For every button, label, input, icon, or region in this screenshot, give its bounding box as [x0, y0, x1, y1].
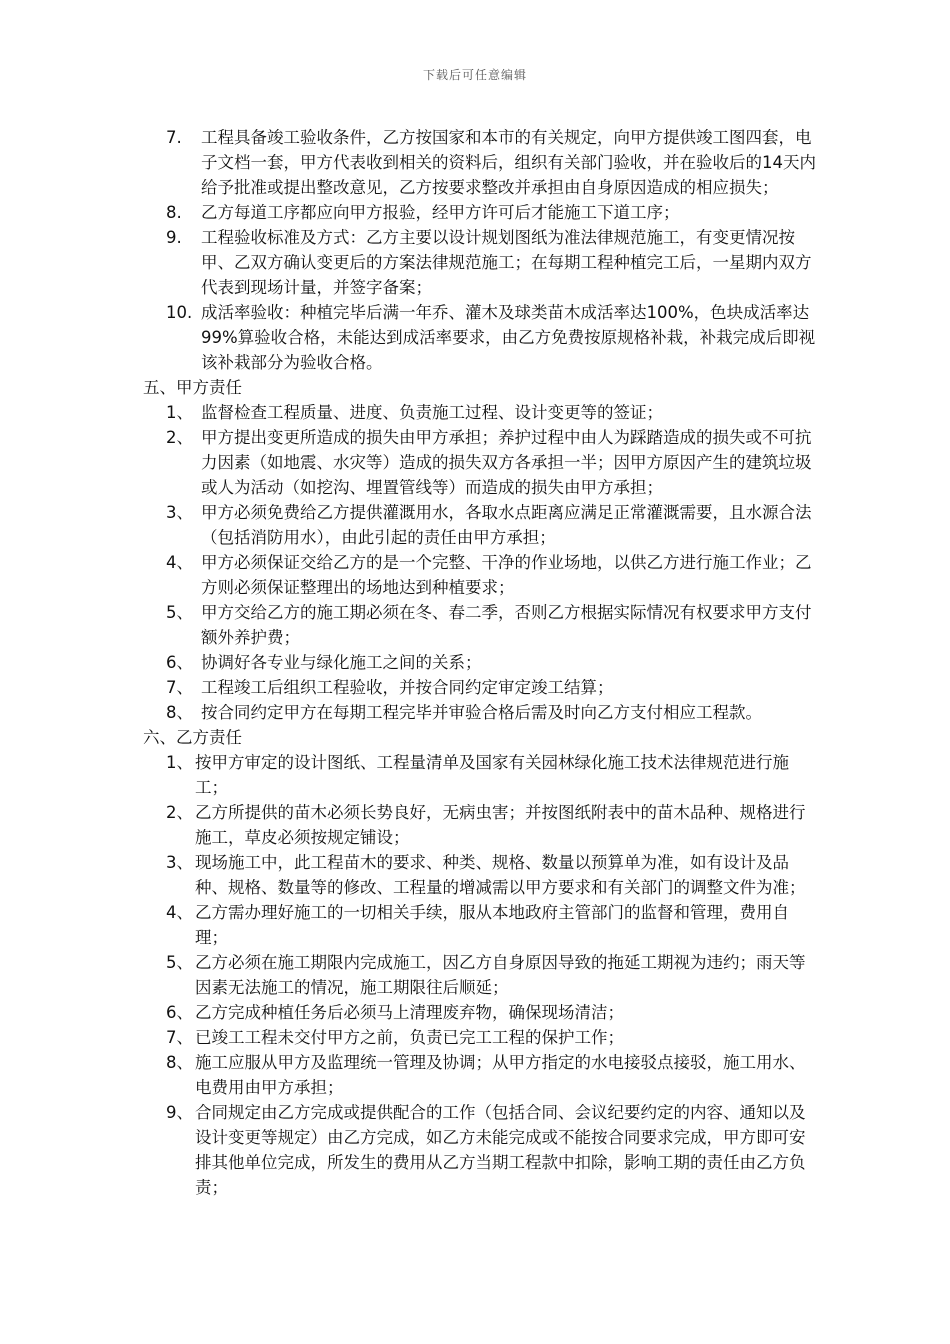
section-five-list [0, 400, 950, 725]
item-text: 甲方必须保证交给乙方的是一个完整、干净的作业场地，以供乙方进行施工作业；乙方则必须保证整理出的场地达到种植要求； [201, 553, 812, 597]
item-number: 2、 [166, 803, 193, 822]
item-number: 8、 [166, 1053, 193, 1072]
section-four-list [0, 125, 950, 375]
item-text: 按合同约定甲方在每期工程完毕并审验合格后需及时向乙方支付相应工程款。 [201, 703, 762, 722]
item-number: 2、 [166, 428, 193, 447]
item-text: 甲方交给乙方的施工期必须在冬、春二季，否则乙方根据实际情况有权要求甲方支付额外养护费； [201, 603, 812, 647]
item-text: 甲方提出变更所造成的损失由甲方承担；养护过程中由人为踩踏造成的损失或不可抗力因素（如地震、水灾等）造成的损失双方各承担一半；因甲方原因产生的建筑垃圾或人为活动（如挖沟、埋置管线等）而造成的损失由甲方承担； [201, 428, 812, 497]
list-item [0, 225, 950, 300]
list-item [0, 500, 950, 550]
item-text: 协调好各专业与绿化施工之间的关系； [201, 653, 482, 672]
section-six-heading: 六、乙方责任 [143, 728, 242, 747]
list-item [0, 900, 950, 950]
item-number: 9. [166, 228, 182, 247]
item-number: 5、 [166, 953, 193, 972]
item-text: 工程具备竣工验收条件，乙方按国家和本市的有关规定，向甲方提供竣工图四套，电子文档一套，甲方代表收到相关的资料后，组织有关部门验收，并在验收后的14天内给予批准或提出整改意见，乙方按要求整改并承担由自身原因造成的相应损失； [201, 128, 816, 197]
list-item [0, 600, 950, 650]
item-text: 按甲方审定的设计图纸、工程量清单及国家有关园林绿化施工技术法律规范进行施工； [195, 753, 789, 797]
item-text: 施工应服从甲方及监理统一管理及协调；从甲方指定的水电接驳点接驳，施工用水、电费用由甲方承担； [195, 1053, 806, 1097]
list-item [0, 425, 950, 500]
list-item [0, 1100, 950, 1200]
item-text: 乙方需办理好施工的一切相关手续，服从本地政府主管部门的监督和管理，费用自理； [195, 903, 789, 947]
item-number: 6、 [166, 653, 193, 672]
item-text: 甲方必须免费给乙方提供灌溉用水，各取水点距离应满足正常灌溉需要，且水源合法（包括消防用水），由此引起的责任由甲方承担； [201, 503, 812, 547]
section-five-heading: 五、甲方责任 [143, 378, 242, 397]
list-item [0, 550, 950, 600]
list-item [0, 700, 950, 725]
list-item [0, 950, 950, 1000]
item-text: 现场施工中，此工程苗木的要求、种类、规格、数量以预算单为准，如有设计及品种、规格、数量等的修改、工程量的增减需以甲方要求和有关部门的调整文件为准； [195, 853, 806, 897]
list-item [0, 1050, 950, 1100]
list-item [0, 125, 950, 200]
item-text: 监督检查工程质量、进度、负责施工过程、设计变更等的签证； [201, 403, 663, 422]
item-text: 已竣工工程未交付甲方之前，负责已完工工程的保护工作； [195, 1028, 624, 1047]
item-number: 1、 [166, 753, 193, 772]
item-number: 3、 [166, 503, 193, 522]
item-text: 乙方完成种植任务后必须马上清理废弃物，确保现场清洁； [195, 1003, 624, 1022]
item-number: 7. [166, 128, 182, 147]
item-text: 乙方必须在施工期限内完成施工，因乙方自身原因导致的拖延工期视为违约；雨天等因素无法施工的情况，施工期限往后顺延； [195, 953, 806, 997]
item-number: 3、 [166, 853, 193, 872]
item-number: 7、 [166, 678, 193, 697]
list-item [0, 675, 950, 700]
item-number: 4、 [166, 553, 193, 572]
page-header: 下载后可任意编辑 [422, 68, 527, 82]
item-number: 10. [166, 303, 193, 322]
item-number: 8、 [166, 703, 193, 722]
item-number: 1、 [166, 403, 193, 422]
item-text: 工程竣工后组织工程验收，并按合同约定审定竣工结算； [201, 678, 614, 697]
list-item [0, 200, 950, 225]
document-body [0, 125, 950, 1200]
list-item [0, 300, 950, 375]
item-text: 合同规定由乙方完成或提供配合的工作（包括合同、会议纪要约定的内容、通知以及设计变更等规定）由乙方完成，如乙方未能完成或不能按合同要求完成，甲方即可安排其他单位完成，所发生的费用从乙方当期工程款中扣除，影响工期的责任由乙方负责； [195, 1103, 806, 1197]
item-text: 工程验收标准及方式：乙方主要以设计规划图纸为准法律规范施工，有变更情况按甲、乙双方确认变更后的方案法律规范施工；在每期工程种植完工后，一星期内双方代表到现场计量，并签字备案； [201, 228, 812, 297]
item-text: 乙方所提供的苗木必须长势良好，无病虫害；并按图纸附表中的苗木品种、规格进行施工，草皮必须按规定铺设； [195, 803, 806, 847]
item-text: 成活率验收：种植完毕后满一年乔、灌木及球类苗木成活率达100%，色块成活率达99%算验收合格，未能达到成活率要求，由乙方免费按原规格补栽，补栽完成后即视该补栽部分为验收合格。 [201, 303, 816, 372]
item-number: 6、 [166, 1003, 193, 1022]
list-item [0, 750, 950, 800]
item-number: 7、 [166, 1028, 193, 1047]
list-item [0, 650, 950, 675]
section-six-list [0, 750, 950, 1200]
item-text: 乙方每道工序都应向甲方报验，经甲方许可后才能施工下道工序； [201, 203, 680, 222]
list-item [0, 1000, 950, 1025]
item-number: 4、 [166, 903, 193, 922]
list-item [0, 800, 950, 850]
list-item [0, 1025, 950, 1050]
list-item [0, 400, 950, 425]
list-item [0, 850, 950, 900]
item-number: 9、 [166, 1103, 193, 1122]
item-number: 5、 [166, 603, 193, 622]
item-number: 8. [166, 203, 182, 222]
